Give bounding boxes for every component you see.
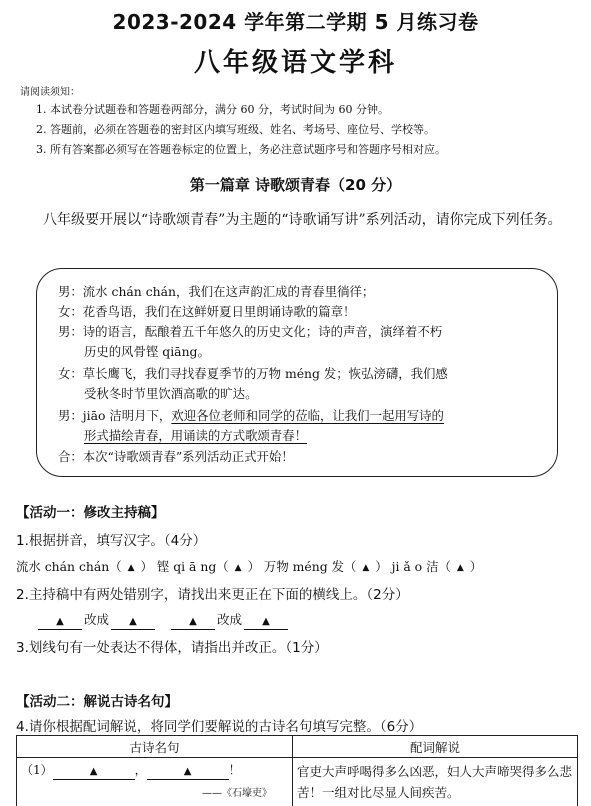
dialog-line: 历史的风骨铿 qiāng。 — [84, 344, 210, 359]
blank-marker[interactable]: ▲ — [234, 563, 242, 573]
answer-blank[interactable]: ▲ — [111, 615, 155, 630]
fix-label: 改成 — [216, 612, 242, 627]
activity2-title: 【活动二：解说古诗名句】 — [16, 694, 178, 710]
blank-marker[interactable]: ▲ — [456, 563, 464, 573]
explanation-cell: 官吏大声呼喝得多么凶恶，妇人大声啼哭得多么悲苦！一组对比尽显人间疾苦。 — [293, 758, 578, 806]
pinyin-item: ） 铿 qi ā ng（ — [140, 559, 229, 574]
dialog-line: 受秋冬时节里饮酒高歌的旷达。 — [84, 386, 258, 401]
answer-blank[interactable]: ▲ — [244, 615, 288, 630]
table-header: 古诗名句 — [17, 736, 293, 758]
pinyin-item: ） 万物 méng 发（ — [247, 559, 357, 574]
row-number: （1） — [21, 763, 53, 777]
question-3: 3.划线句有一处表达不得体，请指出并改正。（1分） — [16, 640, 328, 656]
intro-paragraph: 八年级要开展以“诗歌颂青春”为主题的“诗歌诵写讲”系列活动，请你完成下列任务。 — [43, 212, 562, 228]
notice-item: 3. 所有答案都必须写在答题卷标定的位置上，务必注意试题序号和答题序号相对应。 — [36, 143, 446, 156]
answer-blank[interactable]: ▲ — [171, 615, 215, 630]
pinyin-row — [16, 557, 482, 575]
punctuation: ！ — [228, 763, 241, 777]
dialog-line: 女：草长鹰飞，我们寻找春夏季节的万物 méng 发；恢弘滂礴，我们感 — [58, 366, 448, 381]
exam-title: 2023-2024 学年第二学期 5 月练习卷 — [112, 10, 479, 34]
question-4: 4.请你根据配词解说，将同学们要解说的古诗名句填写完整。（6分） — [16, 719, 423, 735]
blank-marker[interactable]: ▲ — [127, 563, 135, 573]
answer-blank[interactable]: ▲ — [147, 765, 229, 780]
poem-source: ——《石壕吏》 — [202, 788, 272, 799]
answer-blank[interactable]: ▲ — [53, 765, 135, 780]
dialog-line: 合：本次“诗歌颂青春”系列活动正式开始！ — [58, 449, 294, 464]
poem-table — [16, 735, 578, 806]
pinyin-item: ） — [469, 559, 483, 574]
table-header: 配词解说 — [293, 736, 578, 758]
fix-label: 改成 — [84, 612, 110, 627]
notice-title: 请阅读须知： — [20, 87, 80, 98]
pinyin-item: ） ji ǎ o 洁（ — [375, 559, 451, 574]
poem-cell — [17, 758, 293, 806]
answer-blank[interactable]: ▲ — [38, 615, 82, 630]
subject-title: 八年级语文学科 — [193, 48, 397, 78]
notice-item: 1. 本试卷分试题卷和答题卷两部分，满分 60 分，考试时间为 60 分钟。 — [36, 103, 389, 116]
correction-row — [38, 610, 288, 630]
underlined-sentence: 形式描绘青春，用诵读的方式歌颂青春！ — [84, 428, 308, 443]
notice-list — [36, 100, 576, 160]
dialog-line: 女：花香鸟语，我们在这鲜妍夏日里朗诵诗歌的篇章！ — [58, 304, 356, 319]
dialog-line — [58, 406, 558, 426]
blank-marker[interactable]: ▲ — [362, 563, 370, 573]
table-row — [17, 758, 578, 806]
dialog-line — [84, 426, 584, 446]
punctuation: ， — [134, 763, 147, 777]
activity1-title: 【活动一：修改主持稿】 — [16, 505, 165, 521]
dialog-line: 男：流水 chán chán，我们在这声韵汇成的青春里徜徉； — [58, 284, 375, 299]
chapter-heading: 第一篇章 诗歌颂青春（20 分） — [189, 176, 402, 194]
question-1: 1.根据拼音，填写汉字。（4分） — [16, 533, 207, 549]
notice-item: 2. 答题前，必须在答题卷的密封区内填写班级、姓名、考场号、座位号、学校等。 — [36, 123, 435, 136]
dialog-line: 男：诗的语言，酝酿着五千年悠久的历史文化；诗的声音，演绎着不朽 — [58, 324, 443, 339]
pinyin-item: 流水 chán chán（ — [16, 559, 122, 574]
question-2: 2.主持稿中有两处错别字，请找出来更正在下面的横线上。（2分） — [16, 587, 409, 603]
dialog-text: 男：jiāo 洁明月下， — [58, 408, 172, 423]
underlined-sentence: 欢迎各位老师和同学的莅临，让我们一起用写诗的 — [171, 408, 444, 423]
